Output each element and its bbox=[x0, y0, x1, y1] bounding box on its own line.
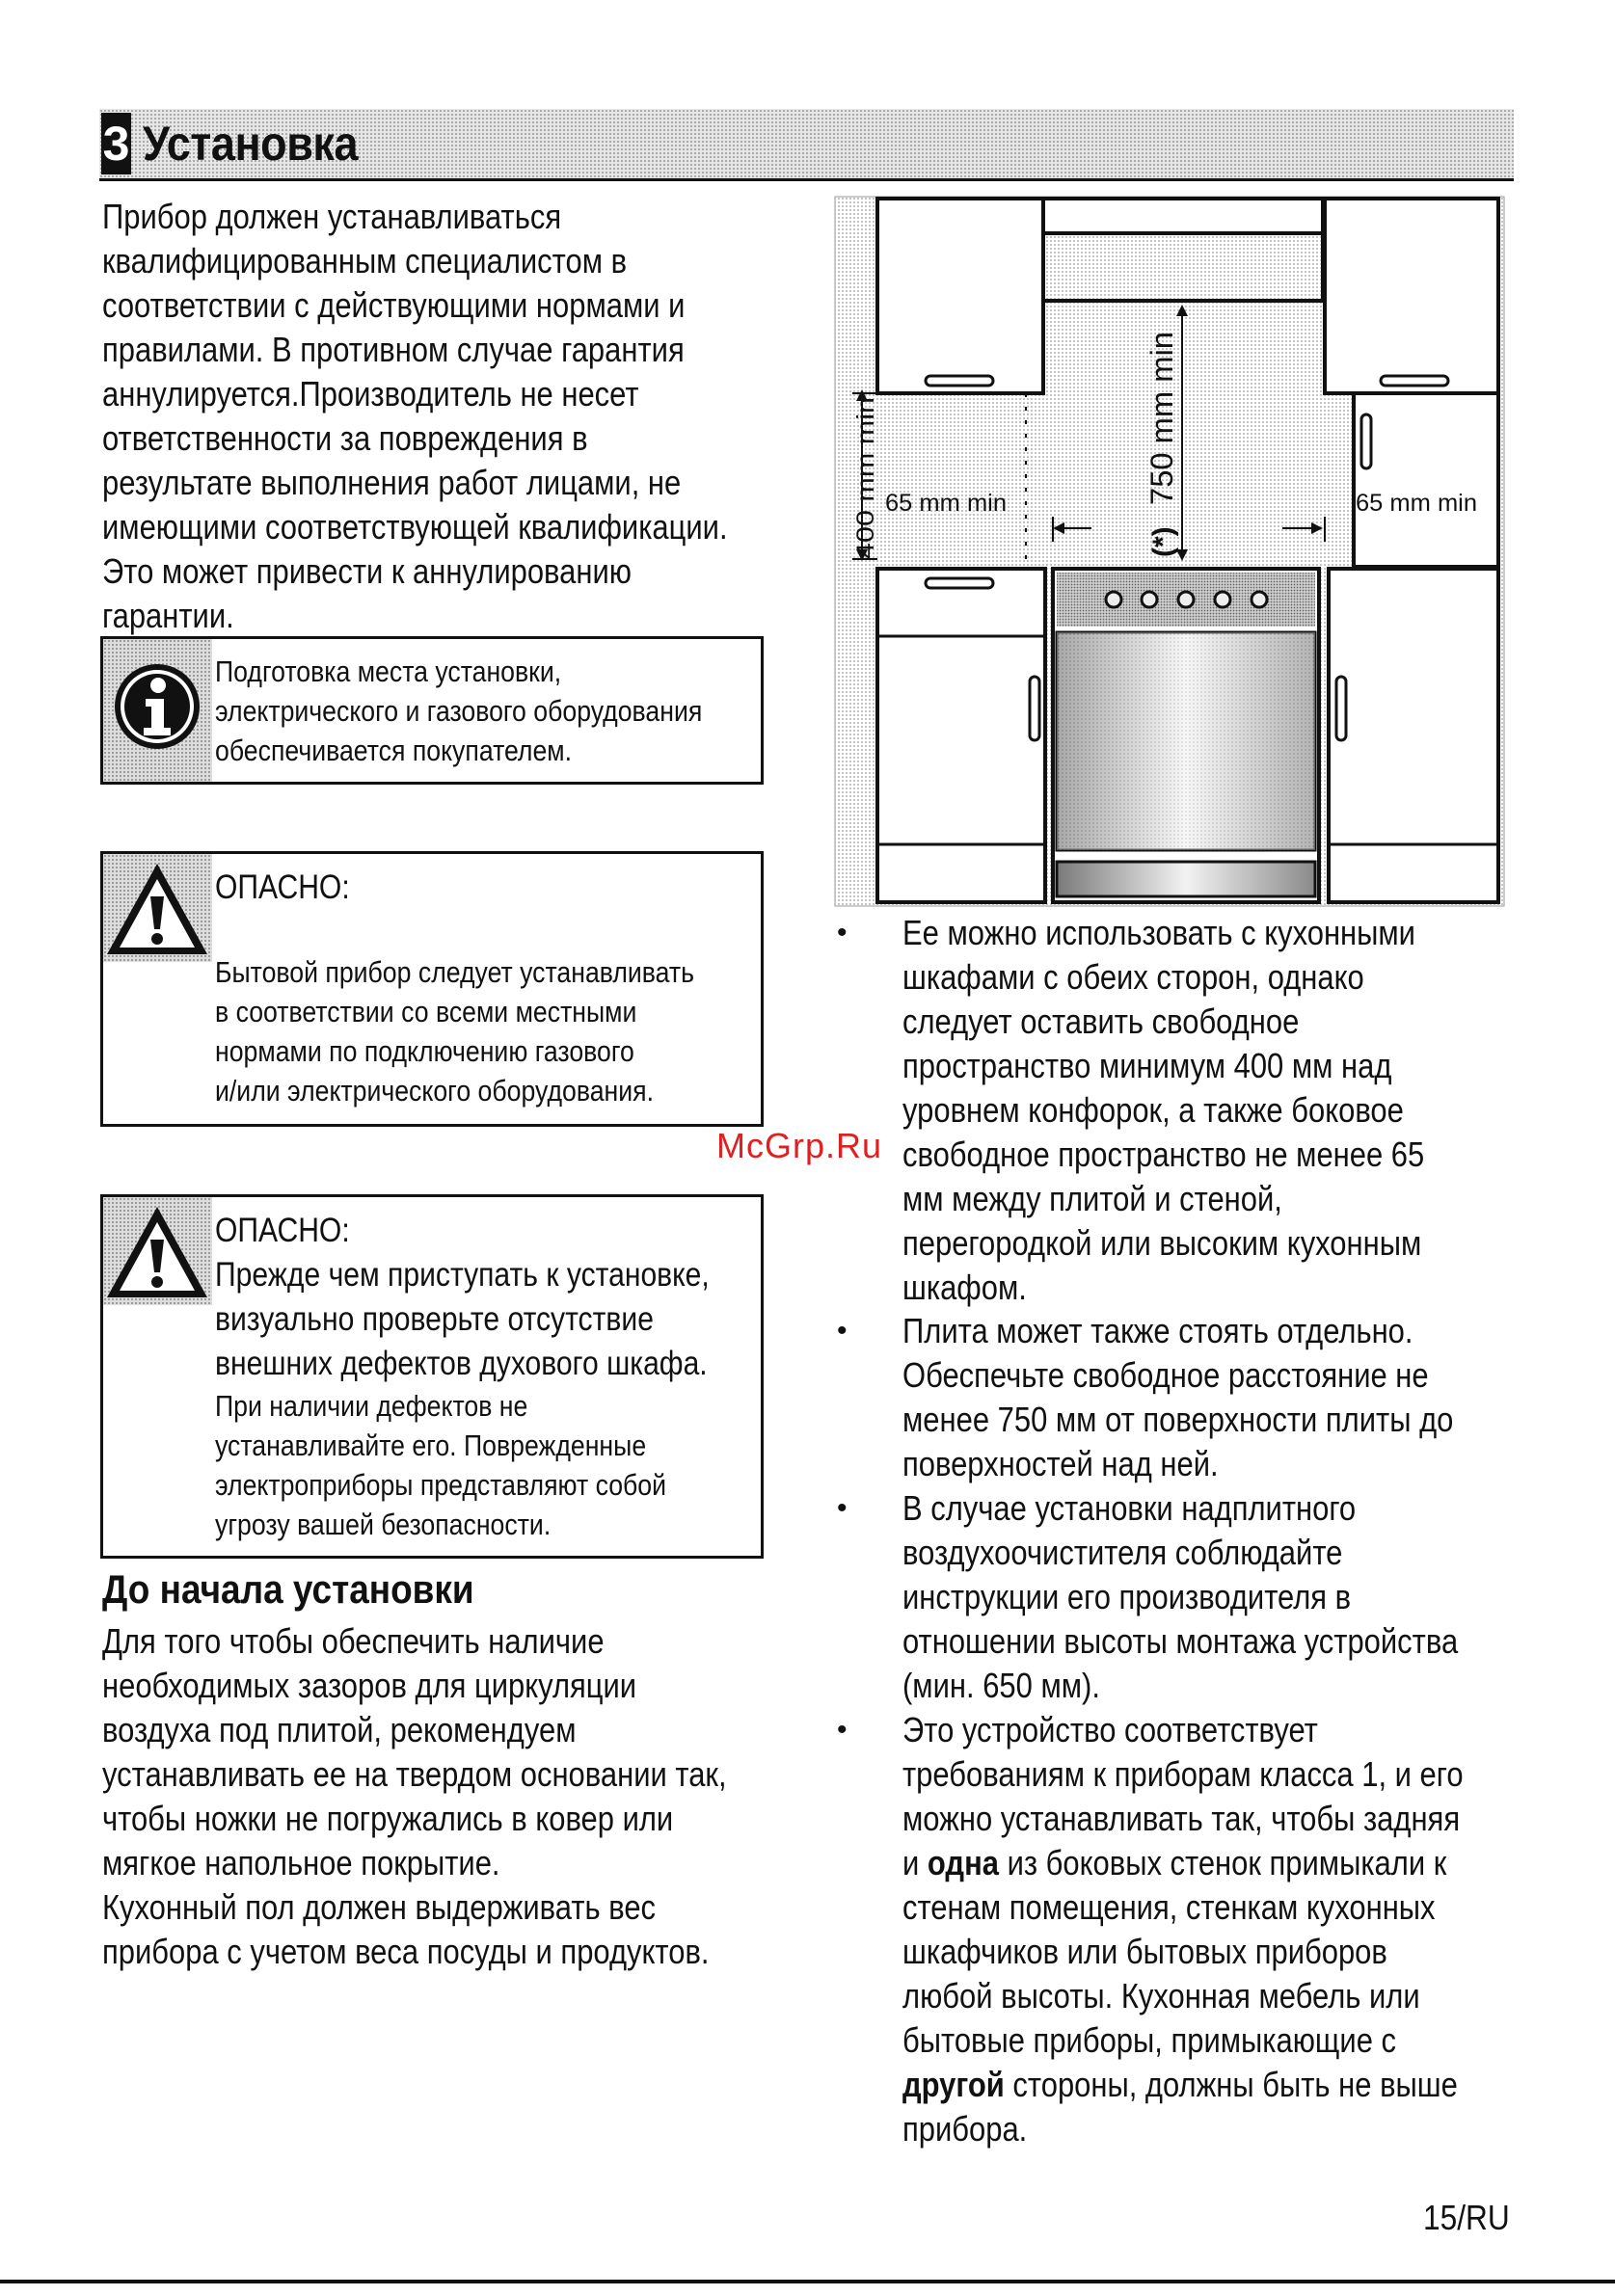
text-line: необходимых зазоров для циркуляции bbox=[102, 1666, 637, 1705]
danger-box-1-text bbox=[215, 952, 754, 1110]
page-number: 15/RU bbox=[1423, 2198, 1510, 2237]
text-line: В случае установки надплитного bbox=[902, 1488, 1357, 1528]
text-line: Это устройство соответствует bbox=[902, 1710, 1318, 1749]
text-line: отношении высоты монтажа устройства bbox=[902, 1621, 1459, 1661]
text-line: любой высоты. Кухонная мебель или bbox=[902, 1976, 1420, 2016]
text-line: внешних дефектов духового шкафа. bbox=[215, 1345, 708, 1382]
danger-box-2-text-large bbox=[215, 1253, 763, 1386]
text-line: результате выполнения работ лицами, не bbox=[102, 463, 682, 502]
upper-left-cabinet bbox=[877, 199, 1043, 393]
text-line: бытовые приборы, примыкающие с bbox=[902, 2020, 1397, 2060]
text-line: мм между плитой и стеной, bbox=[902, 1179, 1282, 1218]
text-line: пространство минимум 400 мм над bbox=[902, 1046, 1392, 1085]
text-line: воздуха под плитой, рекомендуем bbox=[102, 1710, 577, 1749]
text-line: обеспечивается покупателем. bbox=[215, 734, 573, 767]
text-line: инструкции его производителя в bbox=[902, 1577, 1352, 1616]
before-install-paragraph bbox=[102, 1619, 774, 1974]
text-line: следует оставить свободное bbox=[902, 1001, 1300, 1041]
bullet-marker: • bbox=[837, 1714, 848, 1746]
bullet-marker: • bbox=[837, 917, 848, 948]
before-install-heading: До начала установки bbox=[102, 1566, 474, 1612]
bullet-marker: • bbox=[837, 1492, 848, 1524]
text-line: мягкое напольное покрытие. bbox=[102, 1843, 500, 1882]
danger-box-1 bbox=[100, 851, 764, 1127]
text-line: уровнем конфорок, а также боковое bbox=[902, 1090, 1404, 1130]
text-line: соответствии с действующими нормами и bbox=[102, 285, 686, 325]
section-title: Установка bbox=[143, 117, 359, 171]
label-400-mm: 400 mm min bbox=[852, 426, 879, 559]
text-line: Прибор должен устанавливаться bbox=[102, 197, 562, 236]
text-line: имеющими соответствующей квалификации. bbox=[102, 507, 728, 547]
text-line: шкафами с обеих сторон, однако bbox=[902, 957, 1364, 997]
installation-diagram bbox=[833, 193, 1508, 911]
text-run: стороны, должны быть не выше bbox=[1004, 2065, 1458, 2104]
text-line: свободное пространство не менее 65 bbox=[902, 1135, 1425, 1174]
text-line: и/или электрического оборудования. bbox=[215, 1074, 654, 1108]
lower-right-cabinet bbox=[1329, 569, 1498, 902]
text-line: прибора с учетом веса посуды и продуктов. bbox=[102, 1932, 710, 1971]
text-line: можно устанавливать так, чтобы задняя bbox=[902, 1799, 1461, 1838]
bullet-3 bbox=[902, 1486, 1516, 1708]
warning-icon bbox=[103, 854, 212, 962]
danger-box-2-text bbox=[215, 1386, 754, 1544]
text-line: Плита может также стоять отдельно. bbox=[902, 1311, 1413, 1350]
danger-box-2-title: ОПАСНО: bbox=[215, 1212, 350, 1249]
text-line: угрозу вашей безопасности. bbox=[215, 1508, 552, 1541]
text-line: стенам помещения, стенкам кухонных bbox=[902, 1887, 1436, 1927]
text-line: квалифицированным специалистом в bbox=[102, 241, 628, 280]
info-box bbox=[100, 636, 764, 785]
emphasis: одна bbox=[927, 1843, 999, 1882]
text-line: электрического и газового оборудования bbox=[215, 694, 703, 728]
text-line: устанавливайте его. Поврежденные bbox=[215, 1428, 647, 1462]
text-run: из боковых стенок примыкали к bbox=[998, 1843, 1447, 1882]
bullet-1 bbox=[902, 911, 1516, 1310]
info-box-text bbox=[215, 652, 754, 770]
text-line: Для того чтобы обеспечить наличие bbox=[102, 1621, 605, 1661]
label-65-right: 65 mm min bbox=[1356, 490, 1477, 517]
warning-icon bbox=[103, 1197, 212, 1305]
text-line: нормами по подключению газового bbox=[215, 1034, 634, 1068]
text-line: ответственности за повреждения в bbox=[102, 418, 588, 458]
info-icon bbox=[103, 639, 212, 782]
label-65-left: 65 mm min bbox=[885, 490, 1007, 517]
label-star: (*) bbox=[1147, 526, 1179, 557]
text-line: Кухонный пол должен выдерживать вес bbox=[102, 1887, 657, 1927]
text-line: визуально проверьте отсутствие bbox=[215, 1300, 654, 1338]
text-line: Подготовка места установки, bbox=[215, 654, 562, 688]
text-line: Обеспечьте свободное расстояние не bbox=[902, 1355, 1429, 1395]
upper-right-cabinet bbox=[1325, 199, 1498, 393]
text-line: электроприборы представляют собой bbox=[215, 1468, 667, 1502]
text-line: поверхностей над ней. bbox=[902, 1444, 1219, 1483]
text-line: При наличии дефектов не bbox=[215, 1389, 528, 1423]
text-line: чтобы ножки не погружались в ковер или bbox=[102, 1799, 674, 1838]
text-line: Это может привести к аннулированию bbox=[102, 551, 632, 591]
bullet-marker: • bbox=[837, 1315, 848, 1347]
text-line: Ее можно использовать с кухонными bbox=[902, 913, 1415, 952]
text-line: требованиям к приборам класса 1, и его bbox=[902, 1754, 1464, 1794]
text-line: Прежде чем приступать к установке, bbox=[215, 1256, 710, 1294]
watermark: McGrp.Ru bbox=[716, 1126, 883, 1165]
text-line: Бытовой прибор следует устанавливать bbox=[215, 955, 694, 989]
text-line: в соответствии со всеми местными bbox=[215, 995, 637, 1028]
text-line: прибора. bbox=[902, 2109, 1028, 2149]
text-line bbox=[902, 2063, 1516, 2107]
lower-left-cabinet bbox=[877, 569, 1045, 902]
text-line: менее 750 мм от поверхности плиты до bbox=[902, 1400, 1454, 1439]
text-line: перегородкой или высоким кухонным bbox=[902, 1223, 1422, 1263]
text-line: гарантии. bbox=[102, 596, 234, 635]
label-750-mm: 750 mm min bbox=[1144, 334, 1179, 505]
section-number: 3 bbox=[101, 113, 131, 174]
intro-paragraph bbox=[102, 195, 766, 638]
emphasis: другой bbox=[902, 2065, 1005, 2104]
bullet-2 bbox=[902, 1309, 1516, 1486]
text-line: воздухоочистителя соблюдайте bbox=[902, 1533, 1343, 1572]
danger-box-2 bbox=[100, 1194, 764, 1559]
text-line: правилами. В противном случае гарантия bbox=[102, 330, 685, 369]
bottom-rule bbox=[0, 2280, 1615, 2283]
danger-box-1-title: ОПАСНО: bbox=[215, 868, 350, 906]
text-run: и bbox=[902, 1843, 928, 1882]
text-line bbox=[902, 1841, 1516, 1885]
text-line: шкафчиков или бытовых приборов bbox=[902, 1932, 1387, 1971]
text-line: аннулируется.Производитель не несет bbox=[102, 374, 639, 414]
bullet-4 bbox=[902, 1708, 1516, 2151]
text-line: (мин. 650 мм). bbox=[902, 1666, 1100, 1705]
range-hood bbox=[1043, 199, 1323, 233]
text-line: устанавливать ее на твердом основании так, bbox=[102, 1754, 727, 1794]
text-line: шкафом. bbox=[902, 1268, 1027, 1307]
